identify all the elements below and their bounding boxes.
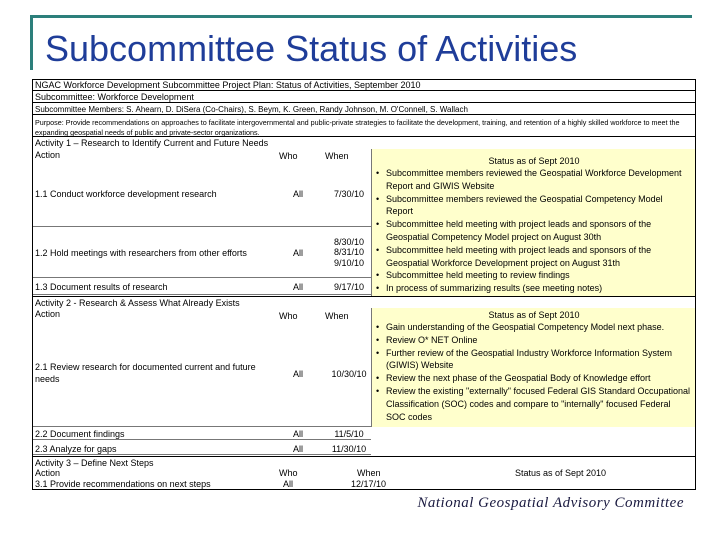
title-accent-vertical <box>30 15 33 70</box>
activity2-col-action: Action <box>35 309 61 319</box>
activity3-col-when: When <box>357 468 381 478</box>
status-document <box>32 79 696 490</box>
activity1-row <box>33 278 371 295</box>
activity3-row-when: 12/17/10 <box>351 479 387 489</box>
status-bullet: • Subcommittee held meeting with project leads and sponsors of the Geospatial Competency Model project on August 30th <box>386 218 692 244</box>
status-bullet: • Review the next phase of the Geospatial Body of Knowledge effort <box>386 372 692 385</box>
activity3-col-who: Who <box>279 468 298 478</box>
activity1-divider <box>33 296 695 297</box>
activity2-divider <box>33 456 695 457</box>
activity2-status-list <box>372 321 696 423</box>
activity1-row-action: 1.2 Hold meetings with researchers from other efforts <box>35 247 247 258</box>
activity3-row-action: 3.1 Provide recommendations on next steps <box>35 479 211 489</box>
activity3-col-action: Action <box>35 468 61 478</box>
status-bullet: • Subcommittee held meeting to review findings <box>386 269 692 282</box>
activity3-title: Activity 3 – Define Next Steps <box>35 458 154 468</box>
subcommittee-members: Subcommittee Members: S. Ahearn, D. DiSera (Co-Chairs), S. Beym, K. Green, Randy Johnson, M. O'Connell, S. Wallach <box>33 104 695 115</box>
activity2-row <box>33 442 371 455</box>
activity1-col-when: When <box>325 151 349 161</box>
activity2-row-when: 11/5/10 <box>334 428 364 439</box>
activity2-row <box>33 320 371 427</box>
activity1-row-action: 1.3 Document results of research <box>35 281 168 292</box>
activity2-row-who: All <box>292 443 303 454</box>
activity1-status-header: Status as of Sept 2010 <box>488 156 580 166</box>
plan-title: NGAC Workforce Development Subcommittee Project Plan: Status of Activities, September 2010 <box>33 80 695 91</box>
activity1-col-who: Who <box>279 151 298 161</box>
purpose-statement: Purpose: Provide recommendations on approaches to facilitate intergovernmental and public-private strategies to facilitate the development, training, and retention of a highly skilled workforce to meet the expanding geospatial needs of public and private-sector organizations. <box>33 115 695 137</box>
title-accent-horizontal <box>30 15 692 18</box>
activity2-row-when: 10/30/10 <box>331 368 367 379</box>
activity2-row-action: 2.3 Analyze for gaps <box>35 443 117 454</box>
status-bullet: • Review O* NET Online <box>386 334 692 347</box>
activity1-row-action: 1.1 Conduct workforce development research <box>35 189 217 199</box>
status-bullet: • Subcommittee held meeting with project leads and sponsors of the Geospatial Workforce Development project on August 31th <box>386 244 692 270</box>
activity1-title: Activity 1 – Research to Identify Current and Future Needs <box>35 138 269 148</box>
activity1-row-when: 9/17/10 <box>333 281 365 292</box>
activity2-title: Activity 2 - Research & Assess What Already Exists <box>35 298 240 308</box>
activity2-col-who: Who <box>279 311 298 321</box>
activity2-row-action: 2.2 Document findings <box>35 428 125 439</box>
activity2-col-when: When <box>325 311 349 321</box>
activity1-row-who: All <box>292 189 303 199</box>
status-bullet: • Further review of the Geospatial Industry Workforce Information System (GIWIS) Website <box>386 347 692 373</box>
activity3-status-header: Status as of Sept 2010 <box>515 468 607 478</box>
status-bullet: • Review the existing "externally" focused Federal GIS Standard Occupational Classification (SOC) codes and compare to "internally" focused Federal SOC codes <box>386 385 692 423</box>
activity2-row-who: All <box>292 368 303 379</box>
activity2-row-when: 11/30/10 <box>331 443 367 454</box>
activity3-row-who: All <box>283 479 294 489</box>
activity1-row <box>33 227 371 278</box>
status-bullet: • Gain understanding of the Geospatial Competency Model next phase. <box>386 321 692 334</box>
activity1-row-who: All <box>292 247 303 258</box>
activity1-col-action: Action <box>35 150 61 160</box>
slide-title: Subcommittee Status of Activities <box>45 28 578 69</box>
activity1-row <box>33 161 371 227</box>
committee-footer: National Geospatial Advisory Committee <box>417 495 684 511</box>
status-bullet: • Subcommittee members reviewed the Geospatial Competency Model Report <box>386 193 692 219</box>
activity1-status-list <box>372 167 696 295</box>
activity1-row-who: All <box>292 281 303 292</box>
activity2-status-panel <box>371 308 695 427</box>
subcommittee-name: Subcommittee: Workforce Development <box>33 92 695 103</box>
status-bullet: • In process of summarizing results (see meeting notes) <box>386 282 692 295</box>
status-bullet: • Subcommittee members reviewed the Geospatial Workforce Development Report and GIWIS Website <box>386 167 692 193</box>
activity1-row-when: 7/30/10 <box>333 189 365 199</box>
activity2-status-header: Status as of Sept 2010 <box>488 310 580 320</box>
activity2-row-action: 2.1 Review research for documented current and future needs <box>35 362 256 384</box>
activity2-row-who: All <box>292 428 303 439</box>
activity1-row-when: 8/30/10 8/31/10 9/10/10 <box>333 236 365 268</box>
activity1-status-panel <box>371 149 695 296</box>
activity2-row <box>33 427 371 440</box>
